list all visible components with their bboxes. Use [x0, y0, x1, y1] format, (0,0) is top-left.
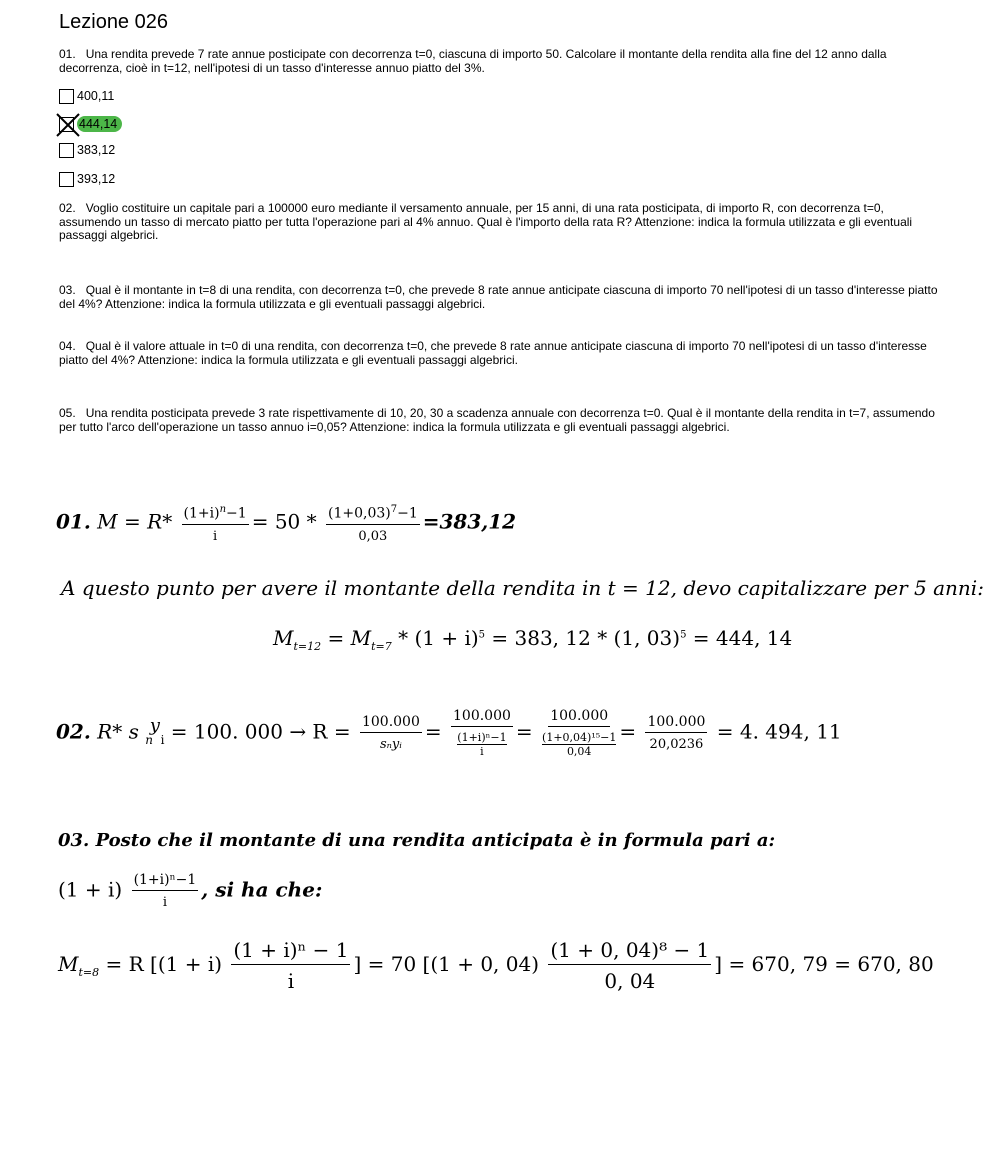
- question-05: [59, 407, 944, 434]
- fraction: $\frac{100.000}{20,0236}$: [647, 714, 706, 752]
- question-text: Qual è il valore attuale in t=0 di una rendita, con decorrenza t=0, che prevede 8 rate annue anticipate ciascuna di importo 70 nell'ipotesi di un tasso d'interesse piatto del 4%? Attenzione: indica la formula utilizzata e gli eventuali passaggi algebrici.: [59, 339, 927, 367]
- cross-mark-icon: [55, 112, 81, 138]
- question-text: Una rendita prevede 7 rate annue posticipate con decorrenza t=0, ciascuna di importo 50. Calcolare il montante della rendita alla fine del 12 anno dalla decorrenza, cioè in t=12, nell'ipotesi di un tasso d'interesse annuo piatto del 3%.: [59, 47, 887, 75]
- question-02: [59, 202, 944, 243]
- question-text: Una rendita posticipata prevede 3 rate rispettivamente di 10, 20, 30 a scadenza annuale con decorrenza t=0. Qual è il montante della rendita in t=7, assumendo per tutto l'arco dell'operazione un tasso annuo i=0,05? Attenzione: indica la formula utilizzata e gli eventuali passaggi algebrici.: [59, 406, 935, 434]
- answer-option[interactable]: [59, 141, 115, 159]
- page-title: Lezione 026: [59, 11, 168, 33]
- solution-03-result: $M_{t=8} = R$ [(1 + i) $\frac{\text{(1 + i)ⁿ − 1}}{i}$ ] = 70 [(1 + 0, 04) $\frac{\text{(1 + 0, 04)⁸ − 1}}{0, 04}$ ] = 670, 79 = 670, 80: [58, 938, 934, 993]
- question-number: 05.: [59, 406, 76, 420]
- fraction: 100.000 (1+i)ⁿ−1 i: [453, 708, 511, 758]
- solution-02-formula: 02. R* s y n i = 100. 000 → R = $\frac{100.000}{\text{sₙyᵢ}}$ = 100.000 (1+i)ⁿ−1 i = 100.000 (1+0,04)¹⁵−1 0,04 = $\frac{100.000}{20,0236}$ = 4. 494, 11: [56, 708, 842, 758]
- question-number: 02.: [59, 201, 76, 215]
- question-number: 04.: [59, 339, 76, 353]
- fraction: $\frac{(1+0,03)^7-1}{0,03}$: [327, 504, 418, 544]
- fraction: $\frac{(1+i)^n-1}{i}$: [183, 504, 247, 544]
- fraction: $\frac{100.000}{\text{sₙyᵢ}}$: [361, 714, 420, 752]
- question-03: [59, 284, 944, 311]
- checkbox-checked[interactable]: [59, 117, 74, 132]
- checkbox[interactable]: [59, 172, 74, 187]
- solution-03-formula-intro: (1 + i) $\frac{\text{(1+i)ⁿ−1}}{i}$ , si ha che:: [58, 872, 323, 910]
- solution-01-capitalization: $M_{t=12} = M_{t=7} * (1 + i)^5 = 383$, 12 * (1, 03)$^5$ = 444, 14: [273, 626, 793, 653]
- question-04: [59, 340, 944, 367]
- fraction: $\frac{\text{(1 + i)ⁿ − 1}}{i}$: [233, 938, 349, 993]
- solution-01-formula: 01. M = R* $\frac{(1+i)^n-1}{i}$ = 50 * $\frac{(1+0,03)^7-1}{0,03}$ =383,12: [56, 504, 517, 544]
- question-number: 01.: [59, 47, 76, 61]
- solution-01-sentence: A questo punto per avere il montante della rendita in t = 12, devo capitalizzare per 5 anni:: [61, 576, 984, 600]
- answer-option[interactable]: [59, 87, 114, 105]
- answer-option-selected[interactable]: [59, 115, 122, 133]
- fraction: $\frac{\text{(1 + 0, 04)⁸ − 1}}{0, 04}$: [550, 938, 710, 993]
- question-01: [59, 48, 944, 75]
- option-label: 393,12: [77, 172, 116, 186]
- question-number: 03.: [59, 283, 76, 297]
- option-label-highlighted: 444,14: [77, 116, 122, 132]
- option-label: 383,12: [77, 143, 116, 157]
- question-text: Qual è il montante in t=8 di una rendita, con decorrenza t=0, che prevede 8 rate annue anticipate ciascuna di importo 70 nell'ipotesi di un tasso d'interesse piatto del 4%? Attenzione: indica la formula utilizzata e gli eventuali passaggi algebrici.: [59, 283, 938, 311]
- fraction: 100.000 (1+0,04)¹⁵−1 0,04: [542, 708, 617, 758]
- option-label: 400,11: [77, 89, 115, 103]
- solution-03-heading: 03. Posto che il montante di una rendita anticipata è in formula pari a:: [58, 830, 776, 851]
- question-text: Voglio costituire un capitale pari a 100000 euro mediante il versamento annuale, per 15 anni, di una rata posticipata, di importo R, con decorrenza t=0, assumendo un tasso di mercato piatto per tutta l'operazione pari al 4% annuo. Qual è l'importo della rata R? Attenzione: indica la formula utilizzata e gli eventuali passaggi algebrici.: [59, 201, 913, 242]
- answer-option[interactable]: [59, 170, 115, 188]
- fraction: $\frac{\text{(1+i)ⁿ−1}}{i}$: [133, 872, 197, 910]
- checkbox[interactable]: [59, 89, 74, 104]
- checkbox[interactable]: [59, 143, 74, 158]
